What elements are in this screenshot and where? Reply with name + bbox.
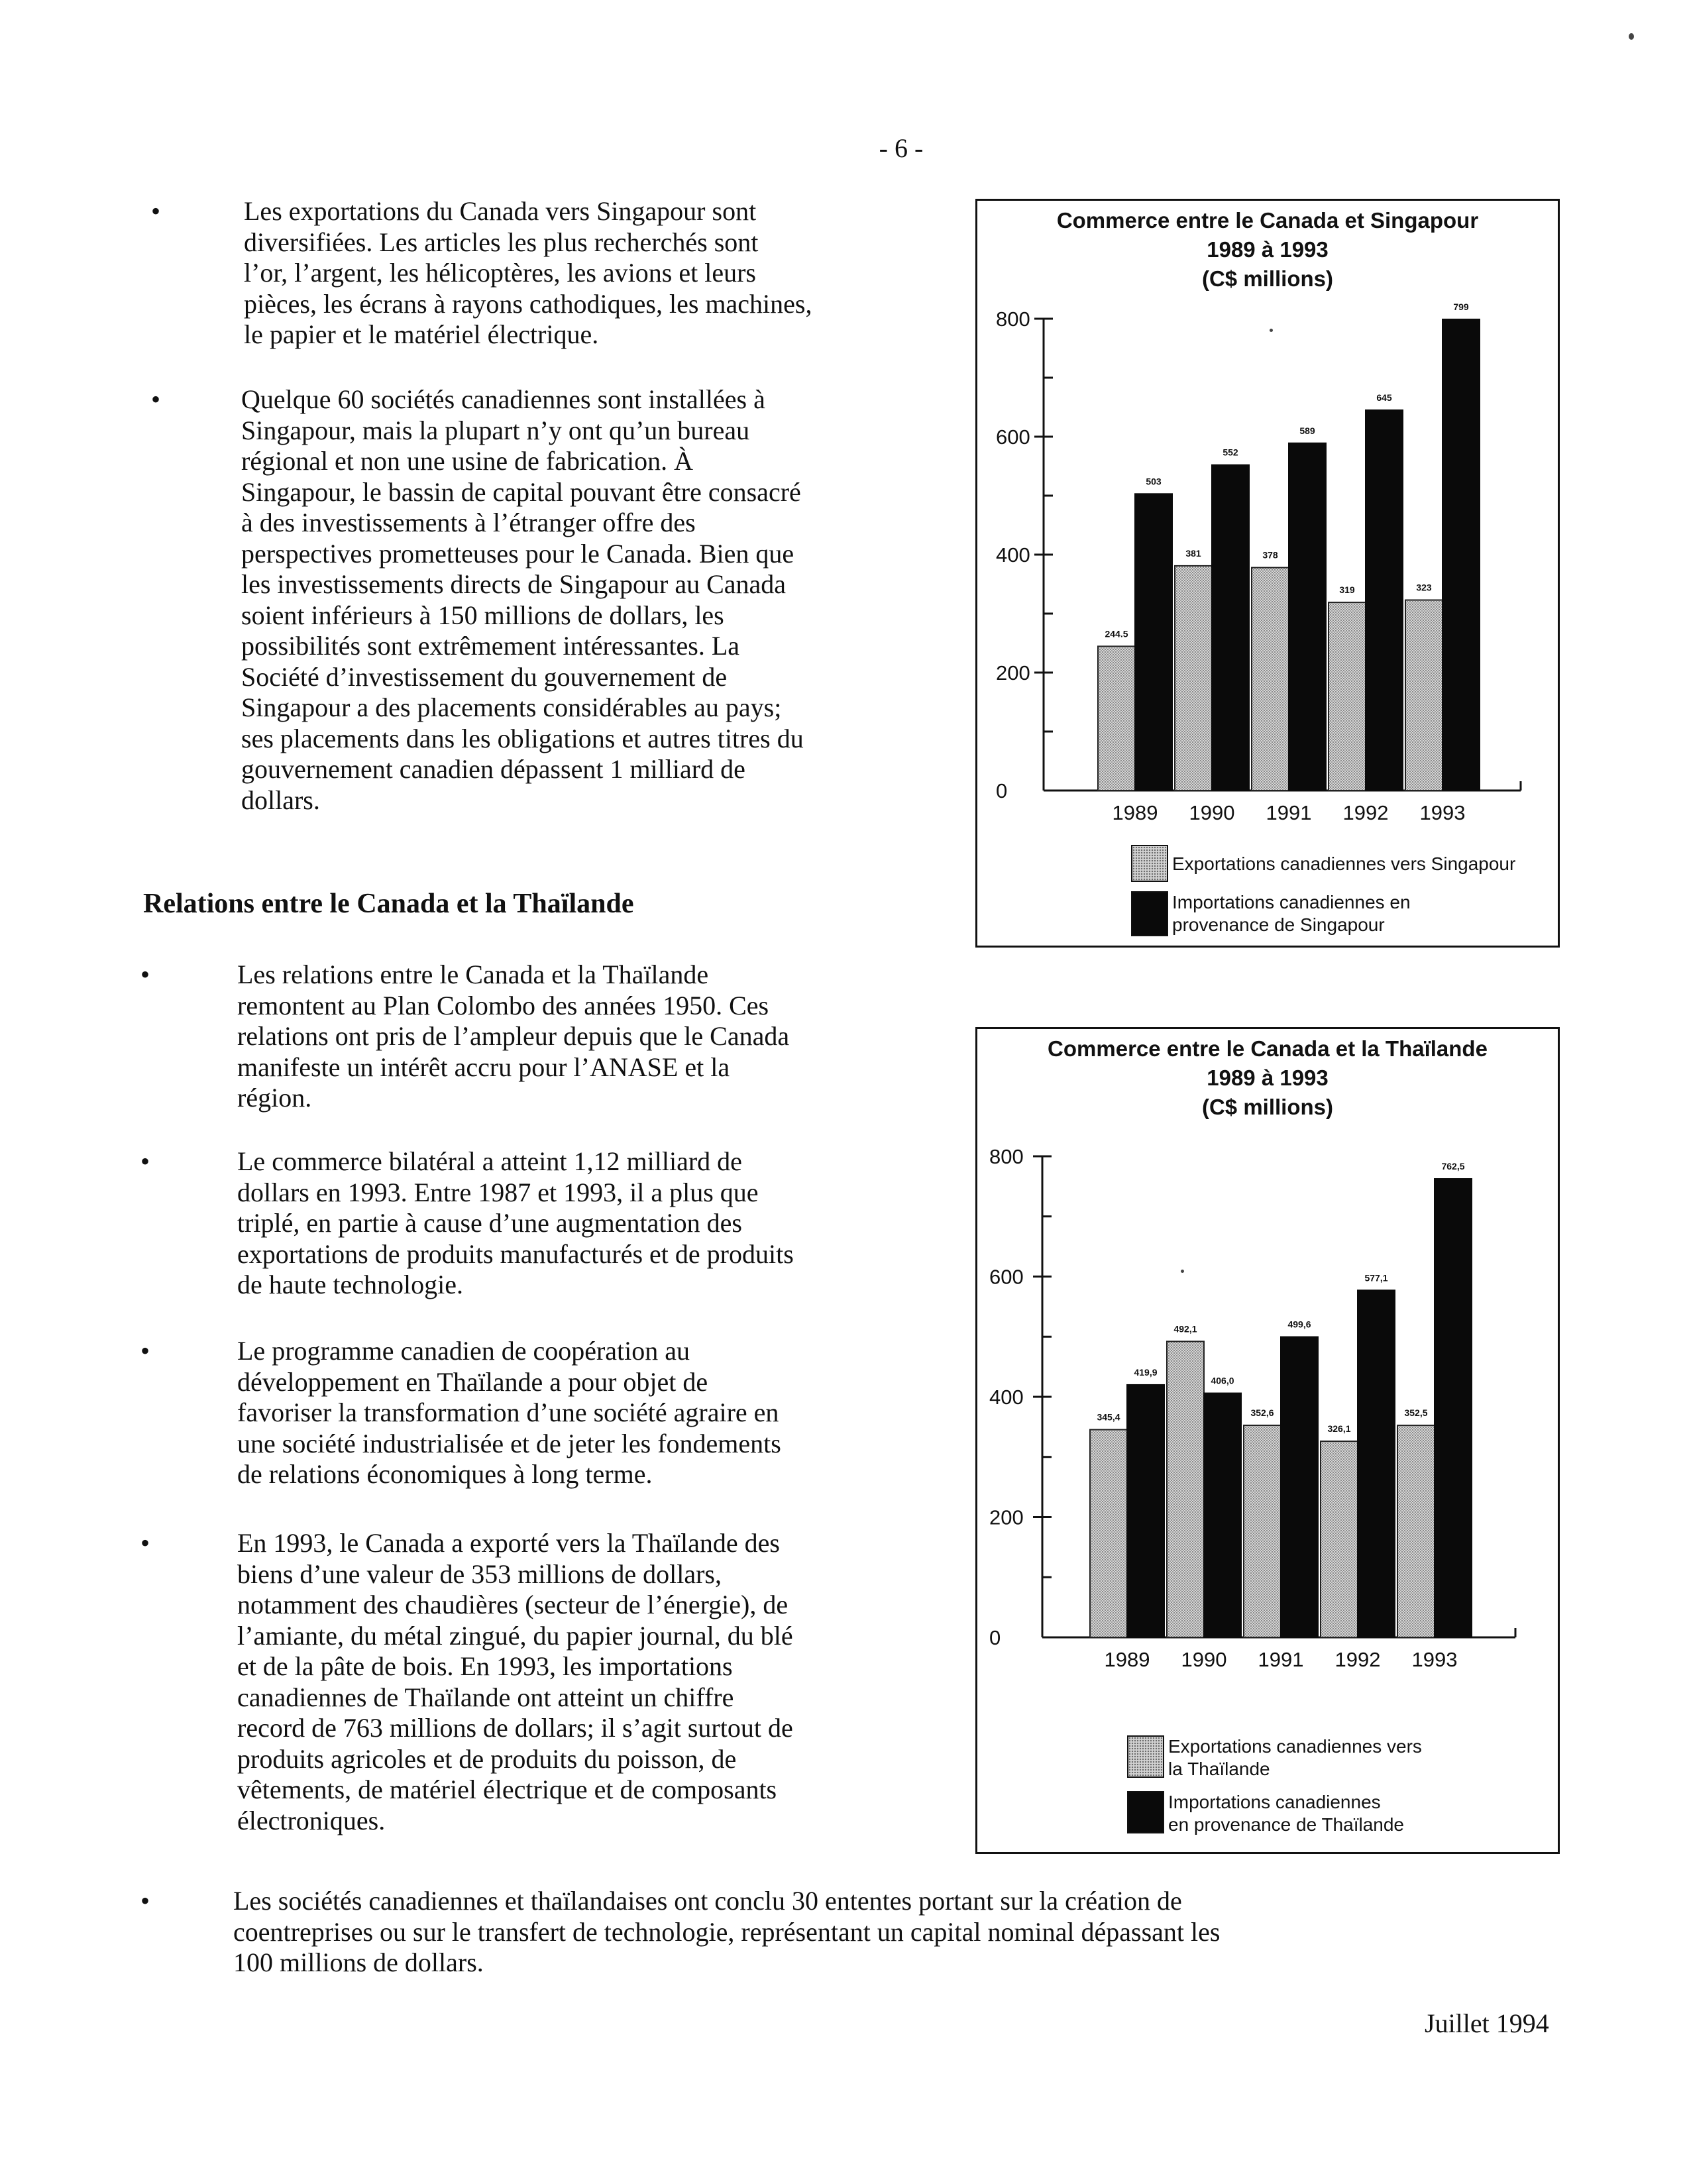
x-tick-label: 1990 <box>1181 1648 1227 1671</box>
x-tick-label: 1993 <box>1419 801 1466 824</box>
paragraph-exports-thailand: En 1993, le Canada a exporté vers la Thaïlande des biens d’une valeur de 353 millions de dollars, notamment des chaudières (secteur de l’énergie), de l’amiante, du métal zingué, du papier journal, du blé et de la pâte de bois. En 1993, les importations canadiennes de Thaïlande ont atteint un chiffre record de 763 millions de dollars; il s’agit surtout de produits agricoles et de produits du poisson, de vêtements, de matériel électrique et de composants électroniques. <box>237 1528 793 1835</box>
bar-imports-1992 <box>1366 410 1403 791</box>
data-label-exports: 378 <box>1262 549 1278 561</box>
data-label-exports: 352,5 <box>1404 1407 1428 1419</box>
chart-thailand-plot <box>977 1029 1558 1852</box>
x-tick-label: 1991 <box>1266 801 1312 824</box>
data-label-exports: 319 <box>1339 584 1355 596</box>
legend-label-exports: Exportations canadiennes vers Singapour <box>1172 853 1516 874</box>
data-label-exports: 244.5 <box>1105 628 1128 639</box>
y-tick-label: 200 <box>996 661 1030 684</box>
bullet-marker: • <box>140 959 150 989</box>
bar-imports-1993 <box>1442 319 1480 791</box>
bar-imports-1989 <box>1127 1385 1164 1637</box>
bar-imports-1993 <box>1435 1179 1472 1637</box>
bar-imports-1989 <box>1135 494 1172 791</box>
bar-exports-1993 <box>1397 1425 1435 1637</box>
data-label-exports: 326,1 <box>1327 1423 1351 1435</box>
data-label-imports: 645 <box>1376 392 1392 403</box>
bar-exports-1992 <box>1329 602 1366 791</box>
y-tick-label: 0 <box>989 1626 1001 1649</box>
paragraph-cooperation: Le programme canadien de coopération au développement en Thaïlande a pour objet de favoriser la transformation d’une société agraire en une société industrialisée et de jeter les fondements de relations économiques à long terme. <box>237 1336 781 1489</box>
legend-swatch-exports <box>1127 1735 1164 1778</box>
legend-label-imports: Importations canadiennes en provenance de Thaïlande <box>1168 1792 1404 1835</box>
footer-date: Juillet 1994 <box>1425 2008 1549 2038</box>
bar-exports-1989 <box>1090 1430 1127 1637</box>
data-label-imports: 499,6 <box>1287 1319 1311 1330</box>
paragraph-joint-ventures: Les sociétés canadiennes et thaïlandaises ont conclu 30 ententes portant sur la création de coentreprises ou sur le transfert de technologie, représentant un capital nominal dépassant les 100 millions de dollars. <box>233 1886 1221 1977</box>
y-tick-label: 600 <box>996 425 1030 449</box>
paragraph-singapore-investment: Quelque 60 sociétés canadiennes sont installées à Singapour, mais la plupart n’y ont qu’un bureau régional et non une usine de fabrication. À Singapour, le bassin de capital pouvant être consacré à des investissements à l’étranger offre des perspectives prometteuses pour le Canada. Bien que les investissements directs de Singapour au Canada soient inférieurs à 150 millions de dollars, les possibilités sont extrêmement intéressantes. La Société d’investissement du gouvernement de Singapour a des placements considérables au pays; ses placements dans les obligations et autres titres du gouvernement canadien dépassent 1 milliard de dollars. <box>241 384 804 815</box>
bar-imports-1991 <box>1289 443 1326 791</box>
bullet-marker: • <box>140 1336 150 1366</box>
y-tick-label: 400 <box>996 543 1030 567</box>
data-label-exports: 323 <box>1416 582 1432 593</box>
bullet-marker: • <box>140 1886 150 1916</box>
data-label-imports: 503 <box>1146 476 1162 487</box>
legend-swatch-exports <box>1131 845 1168 882</box>
bullet-marker: • <box>151 384 161 414</box>
y-tick-label: 400 <box>989 1386 1024 1409</box>
legend-imports <box>1127 1791 1404 1836</box>
data-label-exports: 492,1 <box>1173 1323 1197 1335</box>
scan-speck <box>1270 329 1273 332</box>
bar-exports-1990 <box>1175 566 1212 791</box>
x-tick-label: 1990 <box>1189 801 1235 824</box>
x-tick-label: 1992 <box>1342 801 1389 824</box>
bar-imports-1991 <box>1281 1337 1318 1637</box>
bar-exports-1990 <box>1167 1341 1204 1637</box>
x-tick-label: 1991 <box>1258 1648 1304 1671</box>
data-label-imports: 552 <box>1223 447 1238 458</box>
bar-exports-1993 <box>1405 600 1442 791</box>
data-label-imports: 406,0 <box>1211 1375 1234 1386</box>
bar-exports-1991 <box>1244 1425 1281 1637</box>
bar-exports-1992 <box>1321 1441 1358 1637</box>
bar-imports-1990 <box>1204 1393 1241 1637</box>
data-label-imports: 799 <box>1453 301 1469 312</box>
data-label-imports: 577,1 <box>1364 1272 1388 1283</box>
paragraph-relations: Les relations entre le Canada et la Thaïlande remontent au Plan Colombo des années 1950. Ces relations ont pris de l’ampleur depuis que le Canada manifeste un intérêt accru pour l’ANASE et la région. <box>237 959 790 1113</box>
legend-label-exports: Exportations canadiennes vers la Thaïlande <box>1168 1736 1422 1779</box>
section-heading: Relations entre le Canada et la Thaïlande <box>143 889 634 919</box>
y-tick-label: 200 <box>989 1505 1024 1529</box>
paragraph-exports-singapore: Les exportations du Canada vers Singapour sont diversifiées. Les articles les plus recherchés sont l’or, l’argent, les hélicoptères, les avions et leurs pièces, les écrans à rayons cathodiques, les machines, le papier et le matériel électrique. <box>244 196 812 349</box>
data-label-exports: 345,4 <box>1097 1411 1120 1423</box>
bullet-marker: • <box>140 1146 150 1176</box>
y-tick-label: 600 <box>989 1265 1024 1289</box>
data-label-exports: 381 <box>1185 547 1201 559</box>
data-label-imports: 762,5 <box>1441 1161 1465 1172</box>
y-tick-label: 800 <box>996 307 1030 331</box>
x-tick-label: 1992 <box>1334 1648 1381 1671</box>
chart-title: Commerce entre le Canada et la Thaïlande 1989 à 1993 (C$ millions) <box>1048 1036 1488 1119</box>
x-tick-label: 1989 <box>1112 801 1158 824</box>
legend-label-imports: Importations canadiennes en provenance de Singapour <box>1172 892 1411 935</box>
bar-imports-1990 <box>1212 465 1249 791</box>
chart-singapore <box>975 199 1560 948</box>
page-number: - 6 - <box>879 133 924 163</box>
chart-thailand <box>975 1027 1560 1854</box>
x-tick-label: 1989 <box>1104 1648 1150 1671</box>
bullet-marker: • <box>140 1528 150 1558</box>
scan-speck <box>1629 33 1634 40</box>
y-tick-label: 0 <box>996 779 1008 802</box>
scan-speck <box>1181 1270 1184 1273</box>
data-label-imports: 419,9 <box>1134 1366 1158 1378</box>
legend-imports <box>1131 891 1411 936</box>
bullet-marker: • <box>151 196 161 226</box>
paragraph-bilateral-trade: Le commerce bilatéral a atteint 1,12 milliard de dollars en 1993. Entre 1987 et 1993, il a plus que triplé, en partie à cause d’une augmentation des exportations de produits manufacturés et de produits de haute technologie. <box>237 1146 794 1299</box>
legend-swatch-imports <box>1127 1791 1164 1833</box>
data-label-imports: 589 <box>1299 425 1315 436</box>
legend-exports <box>1131 845 1515 882</box>
bar-exports-1991 <box>1252 568 1289 791</box>
data-label-exports: 352,6 <box>1250 1407 1274 1419</box>
bar-imports-1992 <box>1358 1290 1395 1637</box>
x-tick-label: 1993 <box>1411 1648 1458 1671</box>
legend-exports <box>1127 1735 1422 1780</box>
chart-singapore-plot <box>977 201 1558 946</box>
bar-exports-1989 <box>1098 646 1135 791</box>
legend-swatch-imports <box>1131 891 1168 936</box>
y-tick-label: 800 <box>989 1145 1024 1168</box>
chart-title: Commerce entre le Canada et Singapour 1989 à 1993 (C$ millions) <box>1056 208 1479 291</box>
